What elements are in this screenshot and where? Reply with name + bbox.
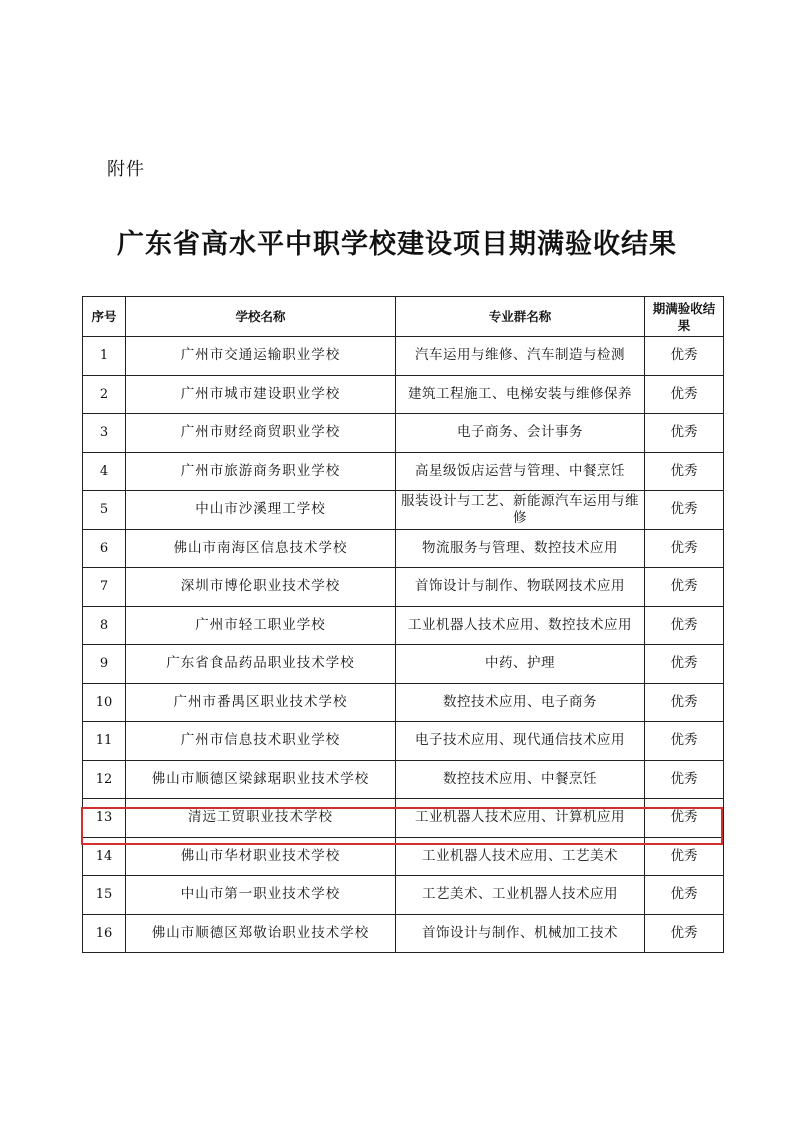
table-row bbox=[83, 568, 724, 607]
row-seq: 6 bbox=[83, 529, 126, 568]
row-major: 工业机器人技术应用、计算机应用 bbox=[396, 799, 645, 838]
row-result: 优秀 bbox=[645, 914, 724, 953]
row-school: 广州市交通运输职业学校 bbox=[126, 337, 396, 376]
table-row bbox=[83, 452, 724, 491]
header-school: 学校名称 bbox=[126, 297, 396, 337]
row-result: 优秀 bbox=[645, 876, 724, 915]
header-major: 专业群名称 bbox=[396, 297, 645, 337]
row-major: 数控技术应用、中餐烹饪 bbox=[396, 760, 645, 799]
table-row bbox=[83, 375, 724, 414]
row-result: 优秀 bbox=[645, 606, 724, 645]
table-row bbox=[83, 837, 724, 876]
row-seq: 1 bbox=[83, 337, 126, 376]
row-major: 工艺美术、工业机器人技术应用 bbox=[396, 876, 645, 915]
row-major: 中药、护理 bbox=[396, 645, 645, 684]
attachment-label: 附件 bbox=[107, 159, 145, 180]
row-result: 优秀 bbox=[645, 683, 724, 722]
table-row bbox=[83, 914, 724, 953]
row-major: 工业机器人技术应用、数控技术应用 bbox=[396, 606, 645, 645]
table-row bbox=[83, 760, 724, 799]
row-seq: 4 bbox=[83, 452, 126, 491]
row-major: 汽车运用与维修、汽车制造与检测 bbox=[396, 337, 645, 376]
row-major: 工业机器人技术应用、工艺美术 bbox=[396, 837, 645, 876]
row-result: 优秀 bbox=[645, 452, 724, 491]
row-seq: 9 bbox=[83, 645, 126, 684]
row-result: 优秀 bbox=[645, 337, 724, 376]
row-school: 清远工贸职业技术学校 bbox=[126, 799, 396, 838]
row-major: 物流服务与管理、数控技术应用 bbox=[396, 529, 645, 568]
row-result: 优秀 bbox=[645, 837, 724, 876]
row-major: 服装设计与工艺、新能源汽车运用与维修 bbox=[396, 491, 645, 530]
row-major: 首饰设计与制作、机械加工技术 bbox=[396, 914, 645, 953]
row-seq: 11 bbox=[83, 722, 126, 761]
row-major: 电子商务、会计事务 bbox=[396, 414, 645, 453]
row-school: 中山市第一职业技术学校 bbox=[126, 876, 396, 915]
row-school: 佛山市华材职业技术学校 bbox=[126, 837, 396, 876]
row-school: 广州市信息技术职业学校 bbox=[126, 722, 396, 761]
row-school: 广州市城市建设职业学校 bbox=[126, 375, 396, 414]
row-school: 广州市轻工职业学校 bbox=[126, 606, 396, 645]
row-school: 深圳市博伦职业技术学校 bbox=[126, 568, 396, 607]
row-seq: 3 bbox=[83, 414, 126, 453]
row-seq: 13 bbox=[83, 799, 126, 838]
row-result: 优秀 bbox=[645, 799, 724, 838]
table-row bbox=[83, 606, 724, 645]
row-seq: 12 bbox=[83, 760, 126, 799]
row-seq: 15 bbox=[83, 876, 126, 915]
row-result: 优秀 bbox=[645, 414, 724, 453]
row-major: 电子技术应用、现代通信技术应用 bbox=[396, 722, 645, 761]
table-row bbox=[83, 722, 724, 761]
header-result: 期满验收结果 bbox=[645, 297, 724, 337]
row-major: 建筑工程施工、电梯安装与维修保养 bbox=[396, 375, 645, 414]
row-result: 优秀 bbox=[645, 760, 724, 799]
row-major: 高星级饭店运营与管理、中餐烹饪 bbox=[396, 452, 645, 491]
row-school: 佛山市顺德区郑敬诒职业技术学校 bbox=[126, 914, 396, 953]
row-school: 广州市财经商贸职业学校 bbox=[126, 414, 396, 453]
row-school: 广东省食品药品职业技术学校 bbox=[126, 645, 396, 684]
table-row bbox=[83, 491, 724, 530]
row-seq: 2 bbox=[83, 375, 126, 414]
table-row bbox=[83, 645, 724, 684]
row-result: 优秀 bbox=[645, 568, 724, 607]
row-seq: 7 bbox=[83, 568, 126, 607]
row-school: 佛山市南海区信息技术学校 bbox=[126, 529, 396, 568]
row-result: 优秀 bbox=[645, 529, 724, 568]
row-school: 中山市沙溪理工学校 bbox=[126, 491, 396, 530]
row-seq: 14 bbox=[83, 837, 126, 876]
table-row bbox=[83, 876, 724, 915]
row-major: 首饰设计与制作、物联网技术应用 bbox=[396, 568, 645, 607]
row-seq: 8 bbox=[83, 606, 126, 645]
acceptance-results-table bbox=[82, 296, 724, 953]
header-seq: 序号 bbox=[83, 297, 126, 337]
row-major: 数控技术应用、电子商务 bbox=[396, 683, 645, 722]
table-row bbox=[83, 414, 724, 453]
table-row bbox=[83, 683, 724, 722]
row-result: 优秀 bbox=[645, 375, 724, 414]
table-row-highlighted bbox=[83, 799, 724, 838]
row-school: 广州市旅游商务职业学校 bbox=[126, 452, 396, 491]
row-result: 优秀 bbox=[645, 645, 724, 684]
table-row bbox=[83, 529, 724, 568]
row-result: 优秀 bbox=[645, 722, 724, 761]
row-seq: 16 bbox=[83, 914, 126, 953]
row-seq: 10 bbox=[83, 683, 126, 722]
row-seq: 5 bbox=[83, 491, 126, 530]
row-school: 广州市番禺区职业技术学校 bbox=[126, 683, 396, 722]
row-school: 佛山市顺德区梁銶琚职业技术学校 bbox=[126, 760, 396, 799]
table-header-row bbox=[83, 297, 724, 337]
document-title: 广东省高水平中职学校建设项目期满验收结果 bbox=[117, 229, 677, 260]
table-row bbox=[83, 337, 724, 376]
row-result: 优秀 bbox=[645, 491, 724, 530]
